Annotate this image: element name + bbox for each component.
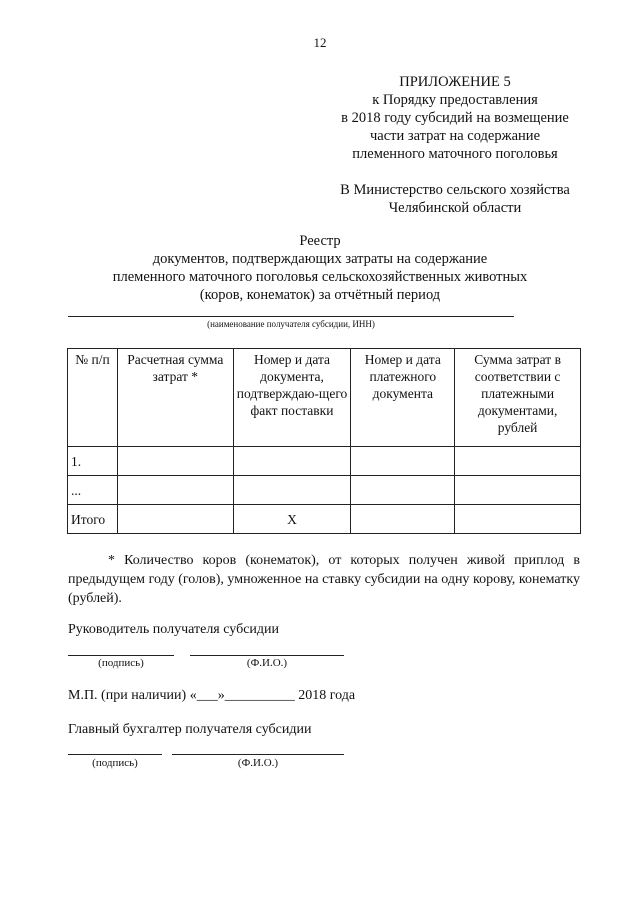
header-number: № п/п <box>68 349 118 447</box>
total-mark: X <box>233 505 351 534</box>
addressee-line: Челябинской области <box>388 200 522 216</box>
table-row <box>68 476 581 505</box>
head-sign-caption: (подпись) <box>98 657 144 669</box>
table-cell <box>351 505 455 534</box>
table-cell <box>455 447 581 476</box>
table-cell: 1. <box>68 447 118 476</box>
footnote <box>68 551 580 608</box>
stamp-month-blank: __________ <box>224 688 295 703</box>
table-cell <box>455 505 581 534</box>
head-name-caption: (Ф.И.О.) <box>246 657 288 669</box>
head-signature-label: Руководитель получателя субсидии <box>68 622 280 637</box>
appendix-line: к Порядку предоставления <box>372 92 538 108</box>
total-label: Итого <box>68 505 118 534</box>
table-cell <box>117 505 233 534</box>
title-heading: Реестр <box>299 233 341 249</box>
recipient-name-line <box>68 316 514 317</box>
table-row <box>68 447 581 476</box>
page-number: 12 <box>313 35 327 50</box>
table-cell <box>455 476 581 505</box>
table-cell <box>233 447 351 476</box>
accountant-sign-caption: (подпись) <box>92 757 138 769</box>
table-total-row <box>68 505 581 534</box>
title-line: документов, подтверждающих затраты на содержание <box>152 251 488 267</box>
recipient-caption: (наименование получателя субсидии, ИНН) <box>207 319 375 329</box>
table-cell <box>117 447 233 476</box>
head-signature-line <box>68 655 174 656</box>
document-title <box>60 232 580 304</box>
table-cell <box>233 476 351 505</box>
appendix-line: племенного маточного поголовья <box>352 146 558 162</box>
header-payment-sum: Сумма затрат в соответствии с платежными документами, рублей <box>455 349 581 447</box>
addressee-line: В Министерство сельского хозяйства <box>340 182 570 198</box>
table-cell <box>117 476 233 505</box>
stamp-close-quote: » <box>217 688 225 703</box>
appendix-line: части затрат на содержание <box>369 128 541 144</box>
appendix-line: в 2018 году субсидий на возмещение <box>341 110 569 126</box>
accountant-name-line <box>172 754 344 755</box>
stamp-day-blank: ___ <box>196 688 218 703</box>
stamp-prefix: М.П. (при наличии) « <box>68 688 197 703</box>
accountant-signature-label: Главный бухгалтер получателя субсидии <box>68 722 312 737</box>
header-estimated-sum: Расчетная сумма затрат * <box>117 349 233 447</box>
header-supply-document: Номер и дата документа, подтверждаю-щего факт поставки <box>233 349 351 447</box>
table-header-row <box>68 349 581 447</box>
addressee-block <box>300 181 610 217</box>
title-line: племенного маточного поголовья сельскохозяйственных животных <box>112 269 528 285</box>
table-cell: ... <box>68 476 118 505</box>
head-name-line <box>190 655 344 656</box>
title-line: (коров, конематок) за отчётный период <box>199 287 441 303</box>
appendix-heading: ПРИЛОЖЕНИЕ 5 <box>399 74 511 90</box>
accountant-name-caption: (Ф.И.О.) <box>237 757 279 769</box>
footnote-text: * Количество коров (конематок), от которых получен живой приплод в предыдущем году (голов), умноженное на ставку субсидии на одну корову, конематку (рублей). <box>68 553 580 606</box>
table-cell <box>351 447 455 476</box>
stamp-year: 2018 года <box>294 688 356 703</box>
stamp-date-line <box>68 688 355 704</box>
accountant-signature-line <box>68 754 162 755</box>
appendix-block <box>300 73 610 163</box>
registry-table <box>67 348 581 534</box>
table-cell <box>351 476 455 505</box>
header-payment-document: Номер и дата платежного документа <box>351 349 455 447</box>
